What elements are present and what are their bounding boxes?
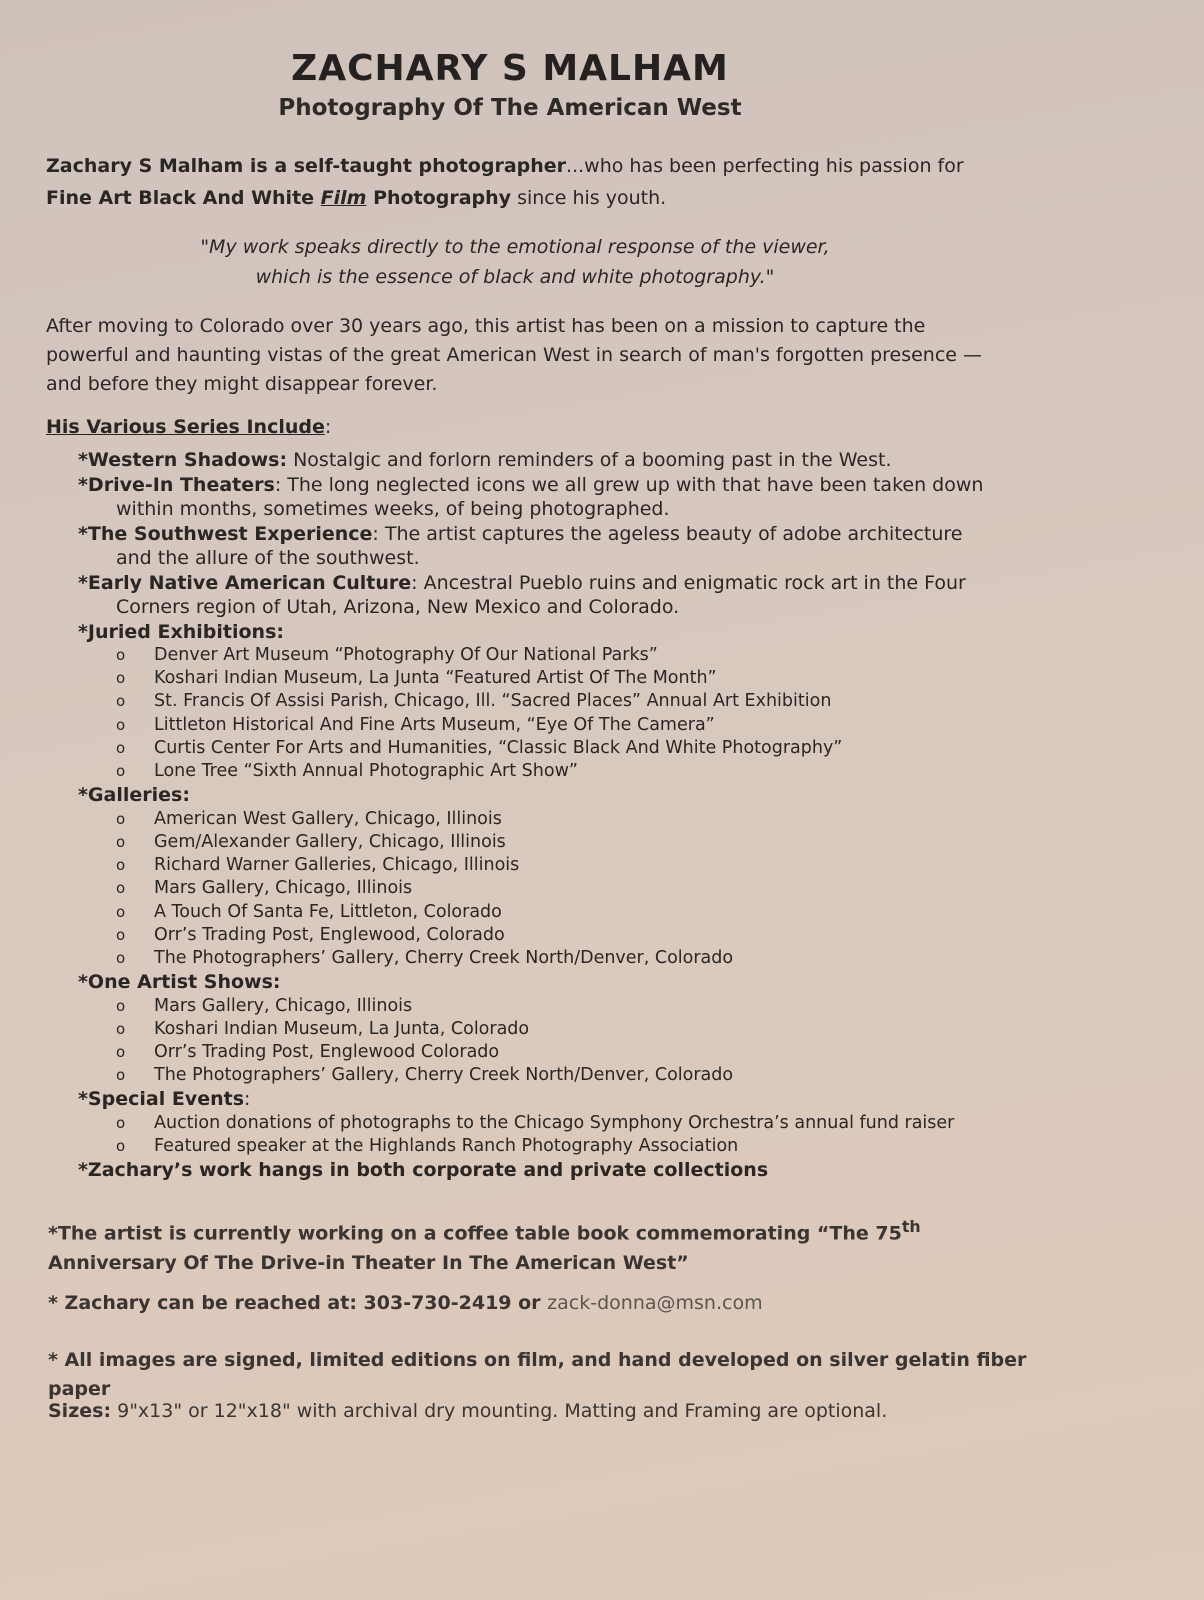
special-events-title — [78, 1087, 998, 1112]
special-events-colon: : — [244, 1088, 251, 1111]
contact-line — [48, 1292, 763, 1314]
juried-exhibitions-title: *Juried Exhibitions: — [78, 620, 284, 643]
list-item — [78, 831, 998, 854]
one-artist-shows-title: *One Artist Shows: — [78, 971, 281, 994]
intro-line2-bold-b: Photography — [366, 187, 512, 209]
bullet-icon: o — [116, 738, 126, 757]
series-title: *Western Shadows: — [78, 449, 288, 471]
list-item-text: St. Francis Of Assisi Parish, Chicago, Ill. “Sacred Places” Annual Art Exhibition — [154, 691, 832, 712]
list-item — [78, 667, 998, 690]
list-item-text: Orr’s Trading Post, Englewood, Colorado — [154, 924, 505, 945]
sizes-note — [48, 1400, 1028, 1422]
list-item-text: Featured speaker at the Highlands Ranch Photography Association — [154, 1136, 739, 1157]
list-item — [78, 1112, 998, 1135]
quote-line-2: which is the essence of black and white photography." — [255, 266, 775, 288]
series-desc: : The artist captures the ageless beauty of adobe architecture and the allure of the southwest. — [116, 522, 963, 569]
list-item-text: Mars Gallery, Chicago, Illinois — [154, 995, 413, 1016]
list-item — [78, 854, 998, 877]
bullet-icon: o — [116, 902, 126, 921]
series-list — [78, 448, 998, 1183]
collections-note: *Zachary’s work hangs in both corporate and private collections — [78, 1159, 769, 1182]
intro-line2-rest: since his youth. — [511, 187, 667, 209]
list-item-text: Auction donations of photographs to the Chicago Symphony Orchestra’s annual fund raiser — [154, 1112, 955, 1133]
list-item — [78, 924, 998, 947]
email-address: zack-donna@msn.com — [547, 1292, 763, 1314]
series-title: *Early Native American Culture — [78, 571, 412, 594]
bullet-icon: o — [116, 1137, 126, 1156]
bullet-icon: o — [116, 856, 126, 875]
series-item — [78, 571, 998, 620]
mission-paragraph: After moving to Colorado over 30 years ago, this artist has been on a mission to capture the powerful and haunting vistas of the great American West in search of man's forgotten presence — and before they might disappear forever. — [46, 315, 983, 395]
sizes-label: Sizes: — [48, 1400, 112, 1422]
book-note-text-a: *The artist is currently working on a coffee table book commemorating “The 75 — [48, 1222, 902, 1245]
list-item — [78, 1041, 998, 1064]
bullet-icon: o — [116, 925, 126, 944]
intro-line2-bold-a: Fine Art Black And White — [46, 187, 321, 209]
list-item-text: Richard Warner Galleries, Chicago, Illinois — [154, 855, 520, 876]
series-heading — [46, 416, 331, 438]
list-item-text: Orr’s Trading Post, Englewood Colorado — [154, 1042, 500, 1063]
special-events-title-text: *Special Events — [78, 1088, 244, 1111]
list-item-text: Koshari Indian Museum, La Junta “Featured Artist Of The Month” — [154, 668, 717, 689]
book-note-text-b: Anniversary Of The Drive-in Theater In The American West” — [48, 1252, 689, 1275]
list-item — [78, 760, 998, 783]
signed-note: * All images are signed, limited editions on film, and hand developed on silver gelatin fiber paper — [48, 1349, 1027, 1400]
list-item — [78, 901, 998, 924]
sizes-text: 9"x13" or 12"x18" with archival dry mounting. Matting and Framing are optional. — [111, 1400, 888, 1422]
list-item — [78, 1135, 998, 1158]
intro-lead-bold: Zachary S Malham is a self-taught photographer — [46, 155, 567, 177]
book-note-sup: th — [901, 1217, 921, 1236]
bullet-icon: o — [116, 646, 126, 664]
list-item-text: Littleton Historical And Fine Arts Museum, “Eye Of The Camera” — [154, 714, 715, 735]
bullet-icon: o — [116, 1019, 126, 1038]
bullet-icon: o — [116, 879, 126, 898]
list-item — [78, 714, 998, 737]
bullet-icon: o — [116, 1043, 126, 1062]
list-item — [78, 737, 998, 760]
series-heading-text: His Various Series Include — [46, 416, 325, 438]
series-desc: : The long neglected icons we all grew up with that have been taken down within months, sometimes weeks, of being photographed. — [116, 473, 984, 520]
bullet-icon: o — [116, 996, 126, 1015]
series-item — [78, 448, 998, 473]
list-item — [78, 947, 998, 970]
list-item-text: Gem/Alexander Gallery, Chicago, Illinois — [154, 831, 506, 852]
artist-quote — [150, 232, 880, 292]
series-heading-colon: : — [324, 416, 332, 438]
list-item — [78, 877, 998, 900]
artist-name: ZACHARY S MALHAM — [291, 48, 729, 89]
tagline: Photography Of The American West — [278, 95, 742, 121]
bullet-icon: o — [116, 832, 126, 851]
intro-paragraph — [46, 150, 986, 214]
bullet-icon: o — [116, 692, 126, 711]
list-item-text: Curtis Center For Arts and Humanities, “Classic Black And White Photography” — [154, 737, 843, 758]
bullet-icon: o — [116, 1066, 126, 1085]
list-item-text: Denver Art Museum “Photography Of Our National Parks” — [154, 645, 658, 665]
list-item — [78, 644, 998, 667]
series-title: *The Southwest Experience — [78, 522, 373, 545]
quote-line-1: "My work speaks directly to the emotional response of the viewer, — [200, 236, 830, 258]
series-item — [78, 473, 998, 522]
bullet-icon: o — [116, 669, 126, 688]
list-item-text: Lone Tree “Sixth Annual Photographic Art Show” — [154, 761, 578, 782]
list-item — [78, 690, 998, 713]
list-item-text: The Photographers’ Gallery, Cherry Creek North/Denver, Colorado — [154, 947, 734, 968]
contact-label: * Zachary can be reached at: 303-730-2419 or — [48, 1292, 548, 1314]
intro-lead-rest: ...who has been perfecting his passion for — [566, 155, 964, 177]
series-item — [78, 522, 998, 571]
book-note — [48, 1212, 998, 1278]
list-item-text: Mars Gallery, Chicago, Illinois — [154, 878, 413, 899]
series-title: *Drive-In Theaters — [78, 473, 275, 496]
bullet-icon: o — [116, 762, 126, 781]
intro-film-word: Film — [320, 187, 367, 209]
bullet-icon: o — [116, 809, 126, 828]
galleries-title: *Galleries: — [78, 784, 190, 807]
list-item — [78, 1018, 998, 1041]
list-item-text: Koshari Indian Museum, La Junta, Colorado — [154, 1018, 530, 1039]
series-desc: : Ancestral Pueblo ruins and enigmatic rock art in the Four Corners region of Utah, Arizona, New Mexico and Colorado. — [116, 571, 966, 618]
list-item-text: A Touch Of Santa Fe, Littleton, Colorado — [154, 901, 502, 922]
bullet-icon: o — [116, 715, 126, 734]
list-item-text: American West Gallery, Chicago, Illinois — [154, 808, 502, 829]
list-item-text: The Photographers’ Gallery, Cherry Creek North/Denver, Colorado — [154, 1065, 734, 1086]
bullet-icon: o — [116, 948, 126, 967]
list-item — [78, 1064, 998, 1087]
bullet-icon: o — [116, 1113, 126, 1132]
header — [0, 48, 1020, 121]
list-item — [78, 995, 998, 1018]
series-desc: Nostalgic and forlorn reminders of a booming past in the West. — [287, 449, 892, 471]
list-item — [78, 808, 998, 831]
